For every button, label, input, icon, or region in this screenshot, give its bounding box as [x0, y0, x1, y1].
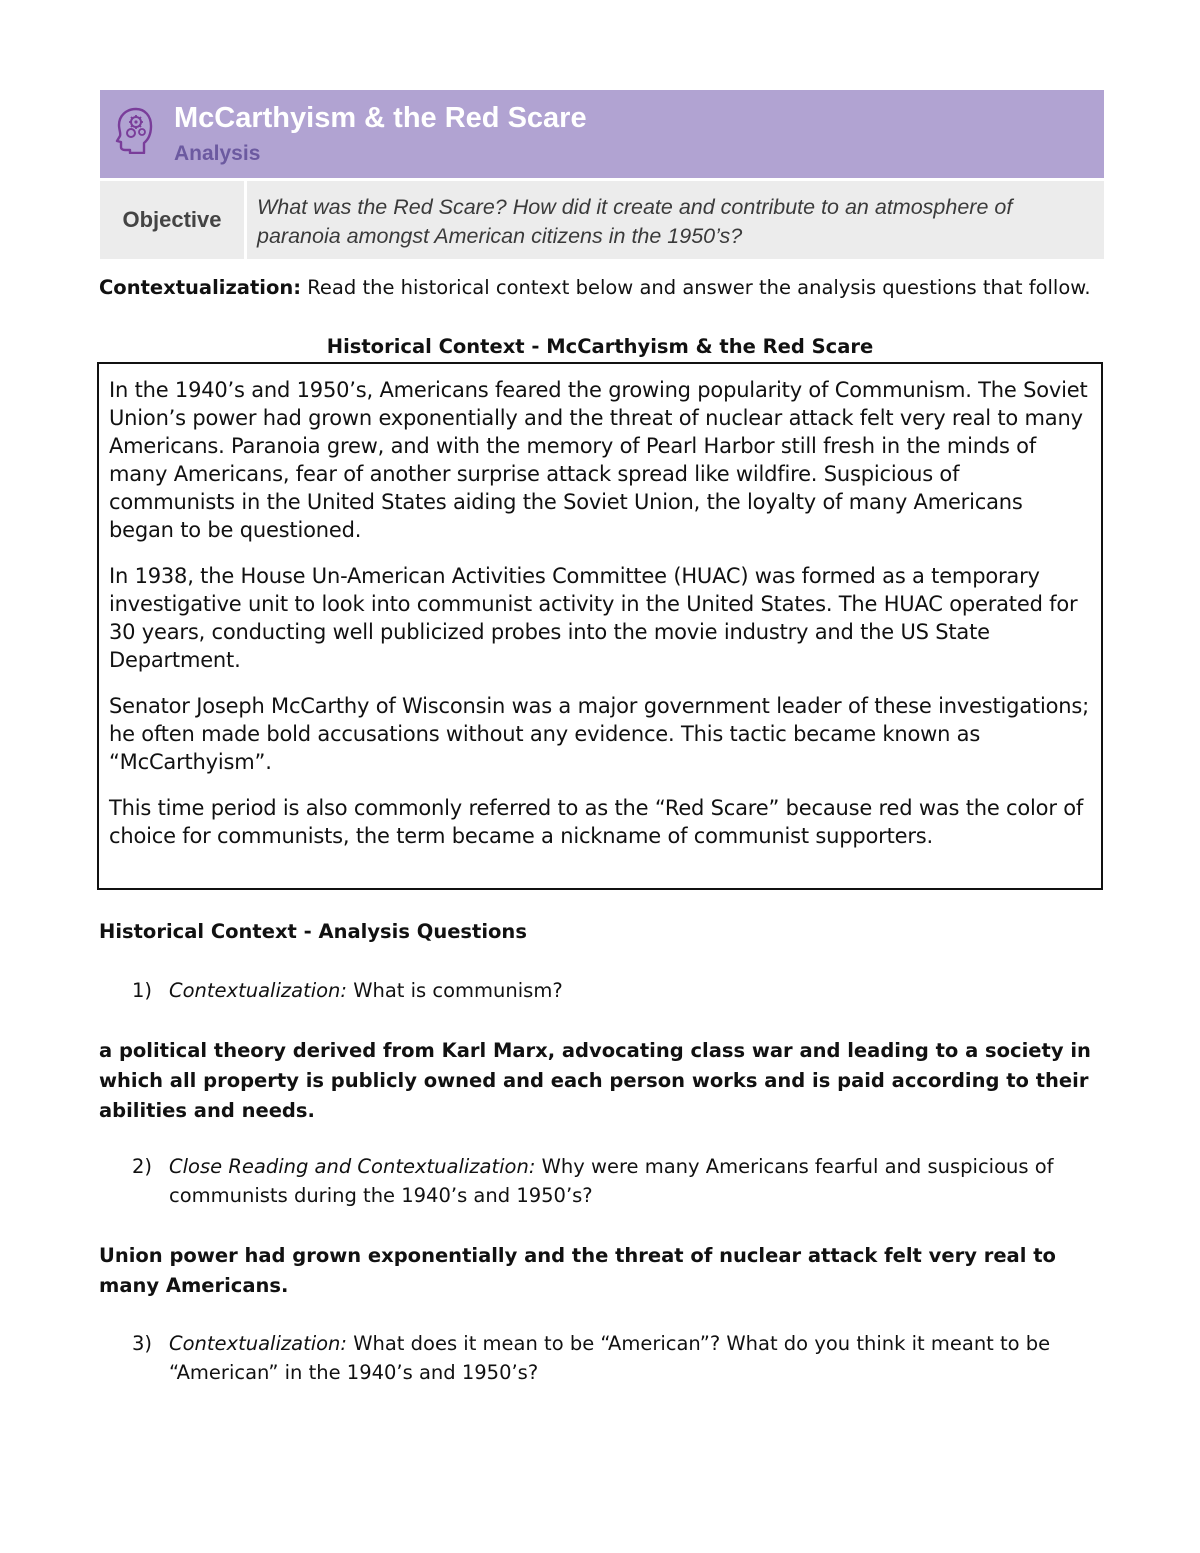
head-gears-icon	[114, 106, 154, 154]
context-paragraph: In the 1940’s and 1950’s, Americans feared the growing popularity of Communism. The Soviet Union’s power had grown exponentially and the threat of nuclear attack felt very real to many Americans. Paranoia grew, and with the memory of Pearl Harbor still fresh in the minds of many Americans, fear of another surprise attack spread like wildfire. Suspicious of communists in the United States aiding the Soviet Union, the loyalty of many Americans began to be questioned.	[109, 378, 1088, 542]
page-subtitle: Analysis	[174, 142, 261, 165]
question-number: 3)	[132, 1332, 153, 1355]
question-skill: Close Reading and Contextualization:	[169, 1155, 536, 1178]
context-paragraph: This time period is also commonly referred to as the “Red Scare” because red was the color of choice for communists, the term became a nickname of communist supporters.	[109, 796, 1084, 848]
question-3	[132, 1329, 1092, 1387]
question-text: Why were many Americans fearful and suspicious of communists during the 1940’s and 1950’s?	[169, 1155, 1054, 1207]
instructions	[99, 273, 1104, 303]
question-text: What is communism?	[347, 979, 563, 1002]
answer-2[interactable]: Union power had grown exponentially and the threat of nuclear attack felt very real to many Americans.	[99, 1244, 1056, 1297]
context-heading: Historical Context - McCarthyism & the Red Scare	[326, 335, 874, 358]
objective-text: What was the Red Scare? How did it create and contribute to an atmosphere of paranoia amongst American citizens in the 1950’s?	[247, 181, 1104, 259]
objective-label: Objective	[100, 181, 244, 259]
question-text: What does it mean to be “American”? What do you think it meant to be “American” in the 1940’s and 1950’s?	[169, 1332, 1051, 1384]
question-number: 1)	[132, 979, 153, 1002]
page-title: McCarthyism & the Red Scare	[174, 102, 587, 134]
answer-1[interactable]: a political theory derived from Karl Marx, advocating class war and leading to a society in which all property is publicly owned and each person works and is paid according to their abilities and needs.	[99, 1039, 1091, 1122]
instructions-text: Read the historical context below and answer the analysis questions that follow.	[301, 276, 1091, 299]
context-paragraph: Senator Joseph McCarthy of Wisconsin was a major government leader of these investigations; he often made bold accusations without any evidence. This tactic became known as “McCarthyism”.	[109, 694, 1090, 774]
question-number: 2)	[132, 1155, 153, 1178]
context-paragraph: In 1938, the House Un-American Activities Committee (HUAC) was formed as a temporary investigative unit to look into communist activity in the United States. The HUAC operated for 30 years, conducting well publicized probes into the movie industry and the US State Department.	[109, 564, 1078, 672]
question-1	[132, 976, 1092, 1005]
objective-row	[100, 181, 1104, 259]
question-skill: Contextualization:	[169, 979, 347, 1002]
question-skill: Contextualization:	[169, 1332, 347, 1355]
historical-context-box	[97, 362, 1103, 890]
instructions-label: Contextualization:	[99, 276, 302, 299]
question-2	[132, 1152, 1092, 1210]
header-banner	[100, 90, 1104, 178]
questions-heading: Historical Context - Analysis Questions	[99, 920, 527, 943]
